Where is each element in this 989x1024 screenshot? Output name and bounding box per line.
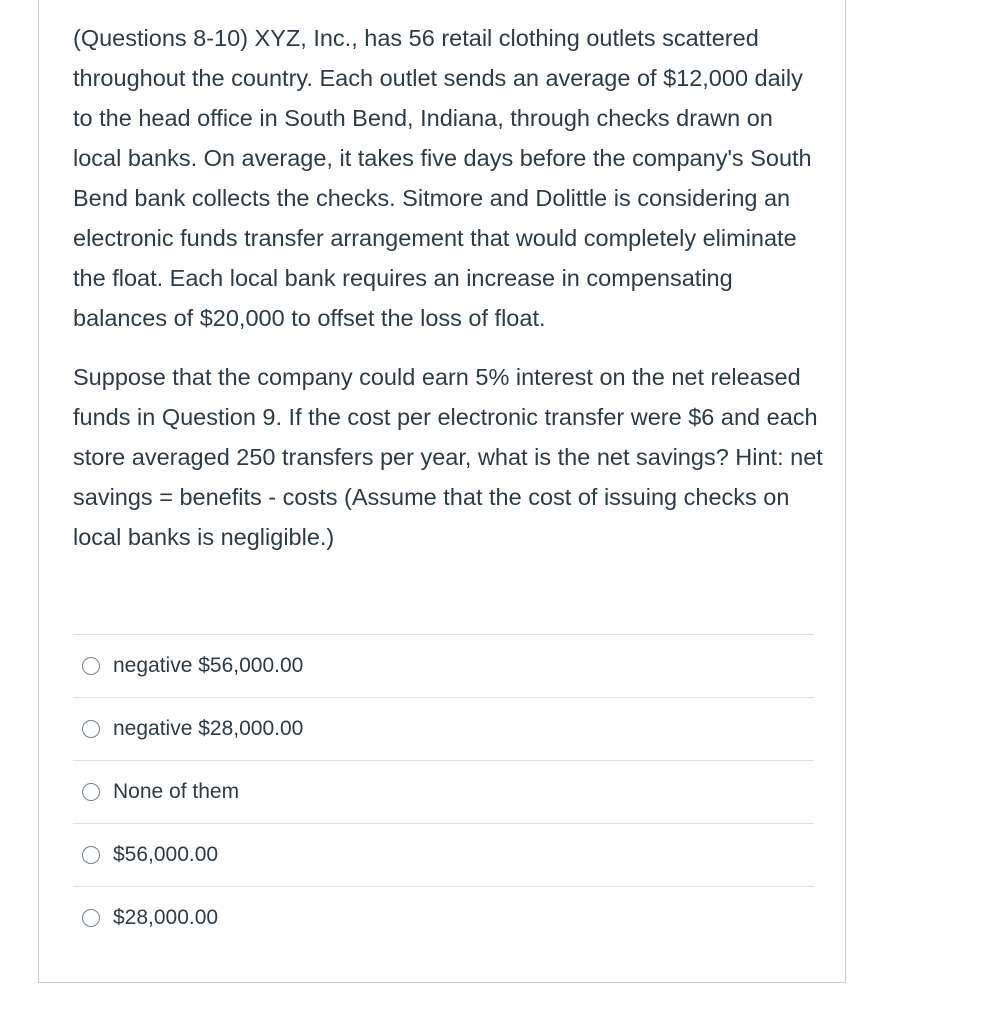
answer-option-2[interactable] xyxy=(73,698,814,761)
question-paragraph-prompt: Suppose that the company could earn 5% interest on the net released funds in Question 9. If the cost per electronic transfer were $6 and each store averaged 250 transfers per year, what is the net savings? Hint: net savings = benefits - costs (Assume that the cost of issuing checks on local banks is negligible.) xyxy=(73,364,823,550)
radio-button[interactable] xyxy=(82,783,100,801)
question-text xyxy=(73,18,823,557)
radio-button[interactable] xyxy=(82,720,100,738)
radio-button[interactable] xyxy=(82,909,100,927)
answer-option-3[interactable] xyxy=(73,761,814,824)
answer-list xyxy=(73,634,814,949)
answer-label: $56,000.00 xyxy=(113,843,219,866)
radio-button[interactable] xyxy=(82,846,100,864)
answer-label: None of them xyxy=(113,780,240,803)
answer-label: negative $56,000.00 xyxy=(113,654,304,677)
answer-option-4[interactable] xyxy=(73,824,814,887)
answer-label: negative $28,000.00 xyxy=(113,717,304,740)
answer-label: $28,000.00 xyxy=(113,906,219,929)
answer-option-1[interactable] xyxy=(73,635,814,698)
answer-option-5[interactable] xyxy=(73,887,814,949)
question-paragraph-context: (Questions 8-10) XYZ, Inc., has 56 retail clothing outlets scattered throughout the country. Each outlet sends an average of $12,000 daily to the head office in South Bend, Indiana, through checks drawn on local banks. On average, it takes five days before the company's South Bend bank collects the checks. Sitmore and Dolittle is considering an electronic funds transfer arrangement that would completely eliminate the float. Each local bank requires an increase in compensating balances of $20,000 to offset the loss of float. xyxy=(73,25,812,331)
question-card xyxy=(38,0,846,983)
radio-button[interactable] xyxy=(82,657,100,675)
